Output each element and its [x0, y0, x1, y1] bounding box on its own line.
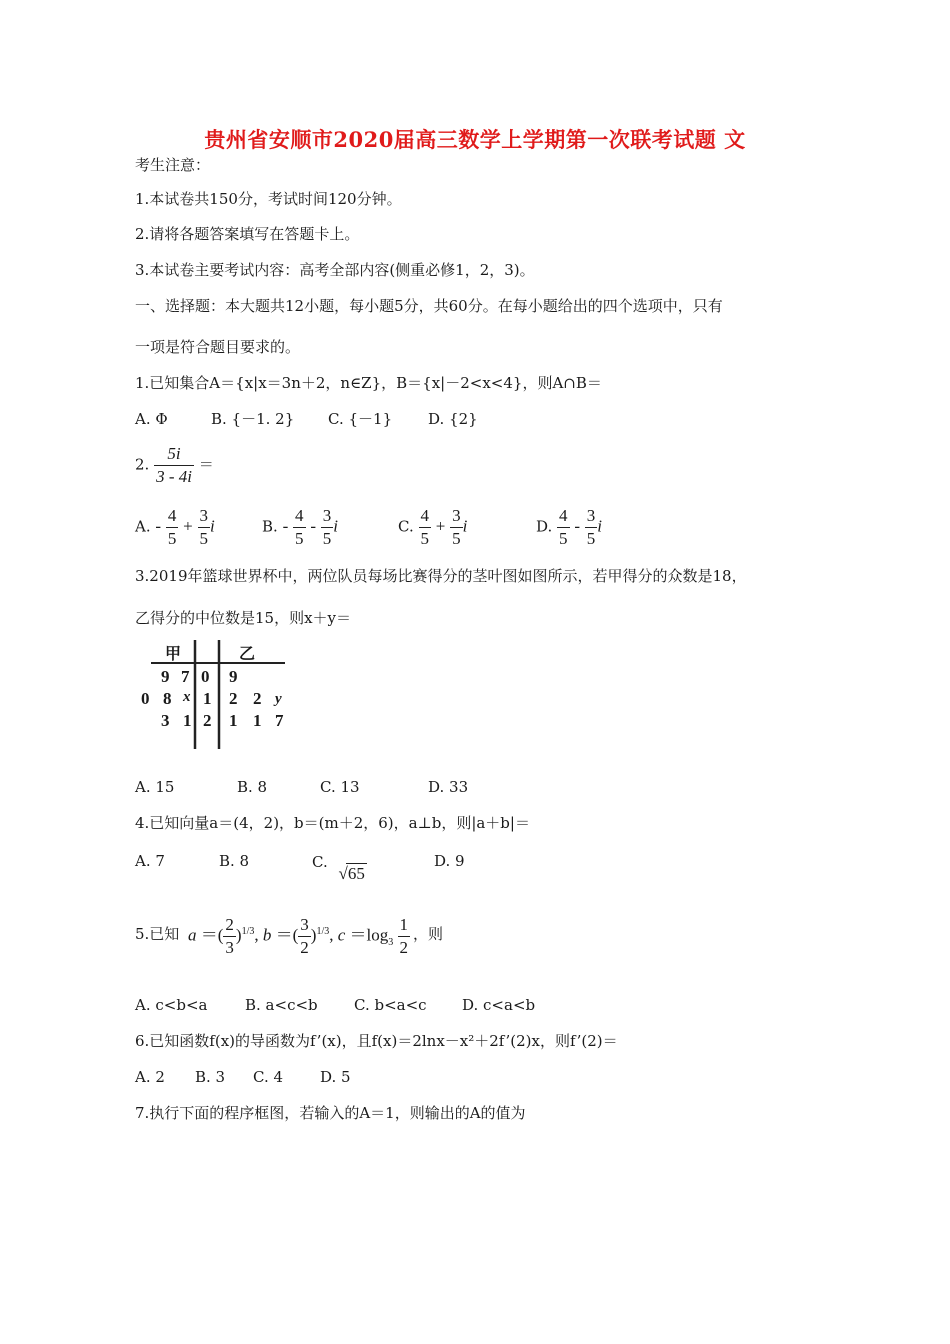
question-6-stem: 6.已知函数f(x)的导函数为f’(x)，且f(x)＝2lnx－x²＋2f’(2)x，则f’(2)＝ [135, 1032, 618, 1050]
imag-unit: i [597, 516, 603, 536]
stem: 1 [203, 689, 212, 708]
numerator: 4 [557, 505, 570, 528]
option-label: C. [312, 853, 328, 871]
numerator: 4 [293, 505, 306, 528]
fraction [198, 505, 211, 550]
q2-option-a [135, 505, 215, 550]
q4-option-a: A. 7 [135, 852, 165, 870]
fraction [557, 505, 570, 550]
numerator: 2 [223, 914, 236, 937]
sqrt-radicand: 65 [347, 864, 365, 883]
q5-option-c: C. b<a<c [354, 996, 427, 1014]
fraction [223, 914, 236, 959]
numerator: 4 [166, 505, 179, 528]
q1-option-b: B. {－1. 2} [211, 410, 295, 428]
q6-option-c: C. 4 [253, 1068, 284, 1086]
fraction [585, 505, 598, 550]
section-heading: 一、选择题：本大题共12小题，每小题5分，共60分。在每小题给出的四个选项中，只有 [135, 297, 723, 315]
q5-suffix: ，则 [413, 925, 444, 943]
leaf: 2 [253, 689, 262, 708]
stem-leaf-lines [135, 635, 295, 755]
leaf: 1 [183, 711, 192, 730]
fraction [398, 914, 411, 959]
denominator: 5 [586, 529, 596, 548]
leaf: 2 [229, 689, 238, 708]
q4-option-c [312, 851, 365, 883]
log-base: 3 [388, 936, 394, 948]
fraction [321, 505, 334, 550]
option-label: D. [536, 517, 553, 536]
q1-option-d: D. {2} [428, 410, 478, 428]
leaf: 7 [181, 667, 190, 686]
numerator: 3 [450, 505, 463, 528]
operator: - [310, 516, 316, 536]
denominator: 5 [559, 529, 568, 548]
fraction [298, 914, 311, 959]
stem: 0 [201, 667, 210, 686]
numerator: 3 [298, 914, 311, 937]
stem-and-leaf-plot [135, 635, 295, 755]
q5-option-b: B. a<c<b [245, 996, 318, 1014]
q5-expression: a ＝( $\frac{2}{3}$ )$^{1/3}$, b ＝( $\frac{3}{2}$ )$^{1/3}$, $c =\log_3$ $\frac{1}{2}$ [188, 915, 409, 957]
sign: - [282, 516, 289, 536]
q5-option-d: D. c<a<b [462, 996, 536, 1014]
leaf: 3 [161, 711, 170, 730]
denominator: 2 [399, 938, 409, 957]
var-c: c [337, 925, 346, 945]
q2-fraction [154, 443, 194, 488]
document-title: 贵州省安顺市2020届高三数学上学期第一次联考试题 文 [204, 127, 746, 152]
question-5-stem: 5.已知 [135, 925, 180, 943]
q2-option-c [398, 505, 467, 550]
question-4-stem: 4.已知向量a＝(4，2)，b＝(m＋2，6)，a⊥b，则|a＋b|＝ [135, 814, 530, 832]
exponent: 1/3 [316, 925, 330, 937]
denominator: 5 [295, 529, 304, 548]
q6-option-b: B. 3 [195, 1068, 226, 1086]
numerator: 3 [198, 505, 211, 528]
denominator: 3 [225, 938, 234, 957]
denominator: 5 [420, 529, 429, 548]
numerator: 3 [585, 505, 598, 528]
q2-denominator: 3 - 4i [156, 467, 192, 486]
q4-option-d: D. 9 [434, 852, 465, 870]
q2-prefix: 2. [135, 455, 150, 474]
leaf-y: y [275, 691, 282, 707]
option-label: B. [262, 517, 278, 536]
imag-unit: i [333, 516, 338, 536]
section-heading-cont: 一项是符合题目要求的。 [135, 338, 301, 356]
q2-numerator: 5i [154, 443, 194, 466]
var-b: b [262, 925, 272, 945]
leaf: 7 [275, 711, 284, 730]
log-symbol: log [366, 925, 389, 945]
var-a: a [188, 925, 197, 945]
denominator: 5 [322, 529, 332, 548]
numerator: 4 [419, 505, 432, 528]
denominator: 5 [452, 529, 461, 548]
operator: - [574, 516, 580, 536]
stem: 2 [203, 711, 212, 730]
q6-option-d: D. 5 [320, 1068, 351, 1086]
head-right-label: 乙 [239, 646, 256, 663]
question-2-stem [135, 443, 214, 488]
option-label: A. [135, 517, 151, 536]
imag-unit: i [462, 516, 468, 536]
q1-option-a: A. Φ [135, 410, 168, 428]
q2-option-d [536, 505, 602, 550]
fraction [450, 505, 463, 550]
operator: + [183, 516, 193, 536]
notice-item: 1.本试卷共150分，考试时间120分钟。 [135, 190, 402, 208]
leaf-x: x [183, 689, 191, 705]
q3-option-b: B. 8 [237, 778, 268, 796]
option-label: C. [398, 517, 414, 536]
notice-item: 2.请将各题答案填写在答题卡上。 [135, 225, 360, 243]
denominator: 5 [167, 529, 177, 548]
leaf: 8 [163, 689, 172, 708]
q3-option-c: C. 13 [320, 778, 360, 796]
numerator: 3 [321, 505, 334, 528]
leaf: 0 [141, 689, 150, 708]
question-3-stem-cont: 乙得分的中位数是15，则x＋y＝ [135, 609, 352, 627]
leaf: 9 [161, 667, 170, 686]
imag-unit: i [210, 516, 215, 536]
leaf: 9 [229, 667, 238, 686]
q1-option-c: C. {－1} [328, 410, 393, 428]
operator: + [435, 516, 446, 536]
notice-heading: 考生注意： [135, 156, 211, 174]
question-7-stem: 7.执行下面的程序框图，若输入的A＝1，则输出的A的值为 [135, 1104, 526, 1122]
q3-option-d: D. 33 [428, 778, 469, 796]
fraction [419, 505, 432, 550]
leaf: 1 [229, 711, 238, 730]
q5-option-a: A. c<b<a [135, 996, 208, 1014]
q2-option-b [262, 505, 338, 550]
q6-option-a: A. 2 [135, 1068, 165, 1086]
q2-equals: ＝ [198, 455, 214, 474]
head-left-label: 甲 [165, 646, 182, 663]
q4-option-b: B. 8 [219, 852, 250, 870]
notice-item: 3.本试卷主要考试内容：高考全部内容(侧重必修1，2，3)。 [135, 261, 535, 279]
q3-option-a: A. 15 [135, 778, 175, 796]
leaf: 1 [253, 711, 262, 730]
sqrt-expression: √65 [338, 864, 365, 883]
question-1-stem: 1.已知集合A＝{x|x＝3n＋2，n∈Z}，B＝{x|－2<x<4}，则A∩B＝ [135, 374, 602, 392]
exponent: 1/3 [241, 925, 255, 937]
denominator: 2 [300, 938, 309, 957]
denominator: 5 [199, 529, 208, 548]
sign: - [155, 516, 162, 536]
question-3-stem: 3.2019年篮球世界杯中，两位队员每场比赛得分的茎叶图如图所示，若甲得分的众数是18， [135, 567, 747, 585]
fraction [293, 505, 306, 550]
fraction [166, 505, 179, 550]
numerator: 1 [398, 914, 411, 937]
